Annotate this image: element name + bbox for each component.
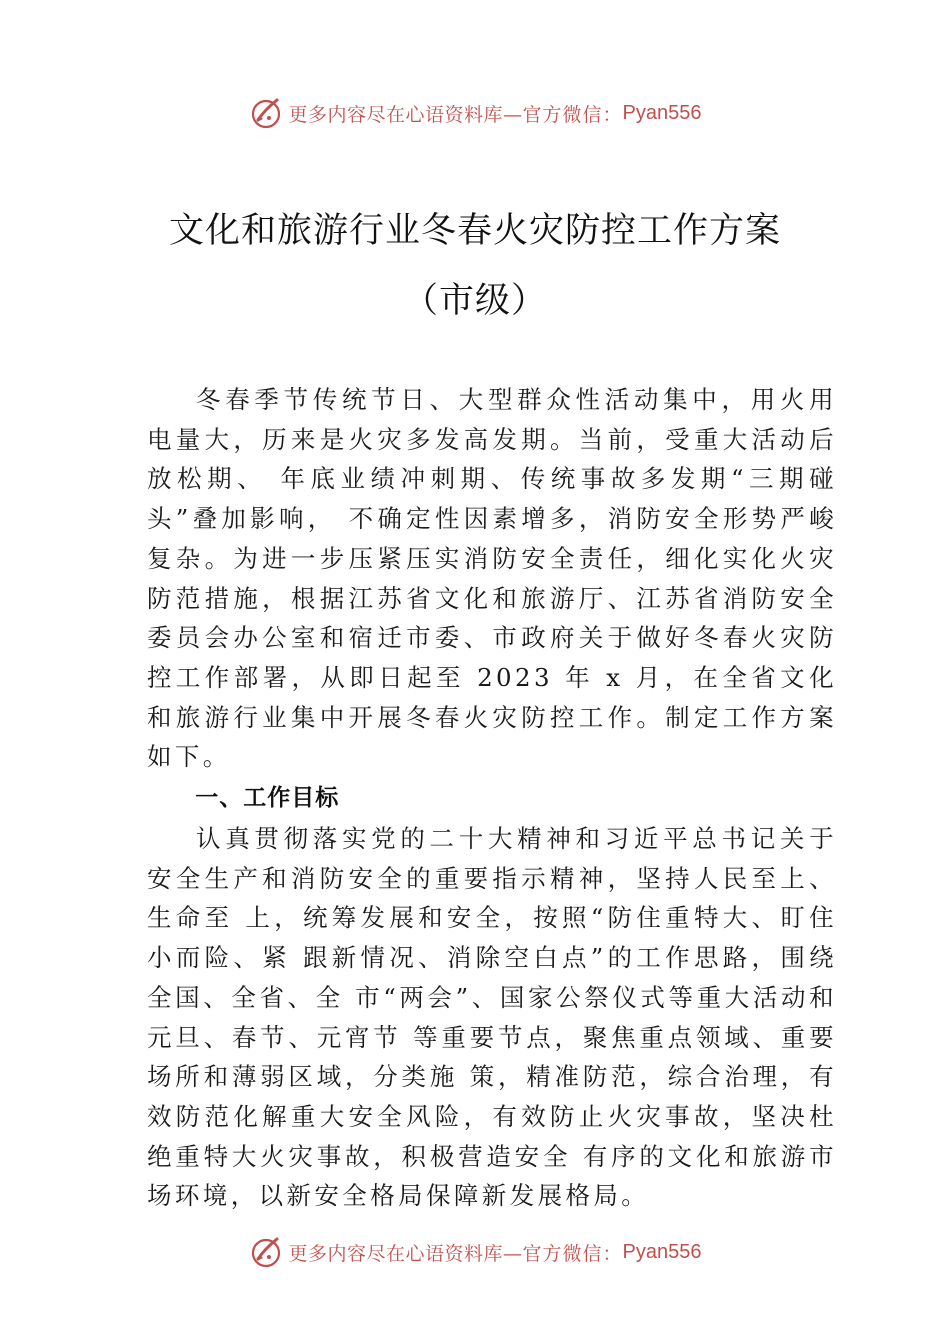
document-title: 文化和旅游行业冬春火灾防控工作方案 <box>168 211 781 251</box>
header-watermark-banner <box>0 93 950 133</box>
banner-wechat-id: Pyan556 <box>622 101 702 124</box>
banner-wechat-label: 官方微信： <box>522 103 623 126</box>
banner-brand-text: 更多内容尽在心语资料库— <box>288 1242 523 1265</box>
section-goals-paragraph: 认真贯彻落实党的二十大精神和习近平总书记关于安全生产和消防安全的重要指示精神，坚持人民至上、生命至 上，统筹发展和安全，按照“防住重特大、盯住小而险、紧 跟新情况、消除空白点”的工作思路，围绕全国、全省、全 市“两会”、国家公祭仪式等重大活动和元旦、春节、元宵节 等重要节点，聚焦重点领域、重要场所和薄弱区域，分类施 策，精准防范，综合治理，有效防范化解重大安全风险，有效防止火灾事故，坚决杜绝重特大火灾事故，积极营造安全 有序的文化和旅游市场环境，以新安全格局保障新发展格局。 <box>147 824 837 1211</box>
brush-logo-icon <box>249 1235 283 1269</box>
intro-paragraph: 冬春季节传统节日、大型群众性活动集中，用火用电量大，历来是火灾多发高发期。当前，受重大活动后放松期、 年底业绩冲刺期、传统事故多发期“三期碰头”叠加影响， 不确定性因素增多，消防安全形势严峻复杂。为进一步压紧压实消防安全责任，细化实化火灾防范措施，根据江苏省文化和旅游厅、江苏省消防安全委员会办公室和宿迁市委、市政府关于做好冬春火灾防控工作部署，从即日起至 2023 年 x 月，在全省文化和旅游行业集中开展冬春火灾防控工作。制定工作方案如下。 <box>147 385 837 772</box>
footer-watermark-banner <box>0 1232 950 1272</box>
document-body <box>147 380 837 1216</box>
section-heading-goals: 一、工作目标 <box>195 785 340 812</box>
banner-wechat-label: 官方微信： <box>522 1242 623 1265</box>
document-subtitle: （市级） <box>402 281 547 321</box>
banner-wechat-id: Pyan556 <box>622 1240 702 1263</box>
banner-brand-text: 更多内容尽在心语资料库— <box>288 103 523 126</box>
brush-logo-icon <box>249 96 283 130</box>
